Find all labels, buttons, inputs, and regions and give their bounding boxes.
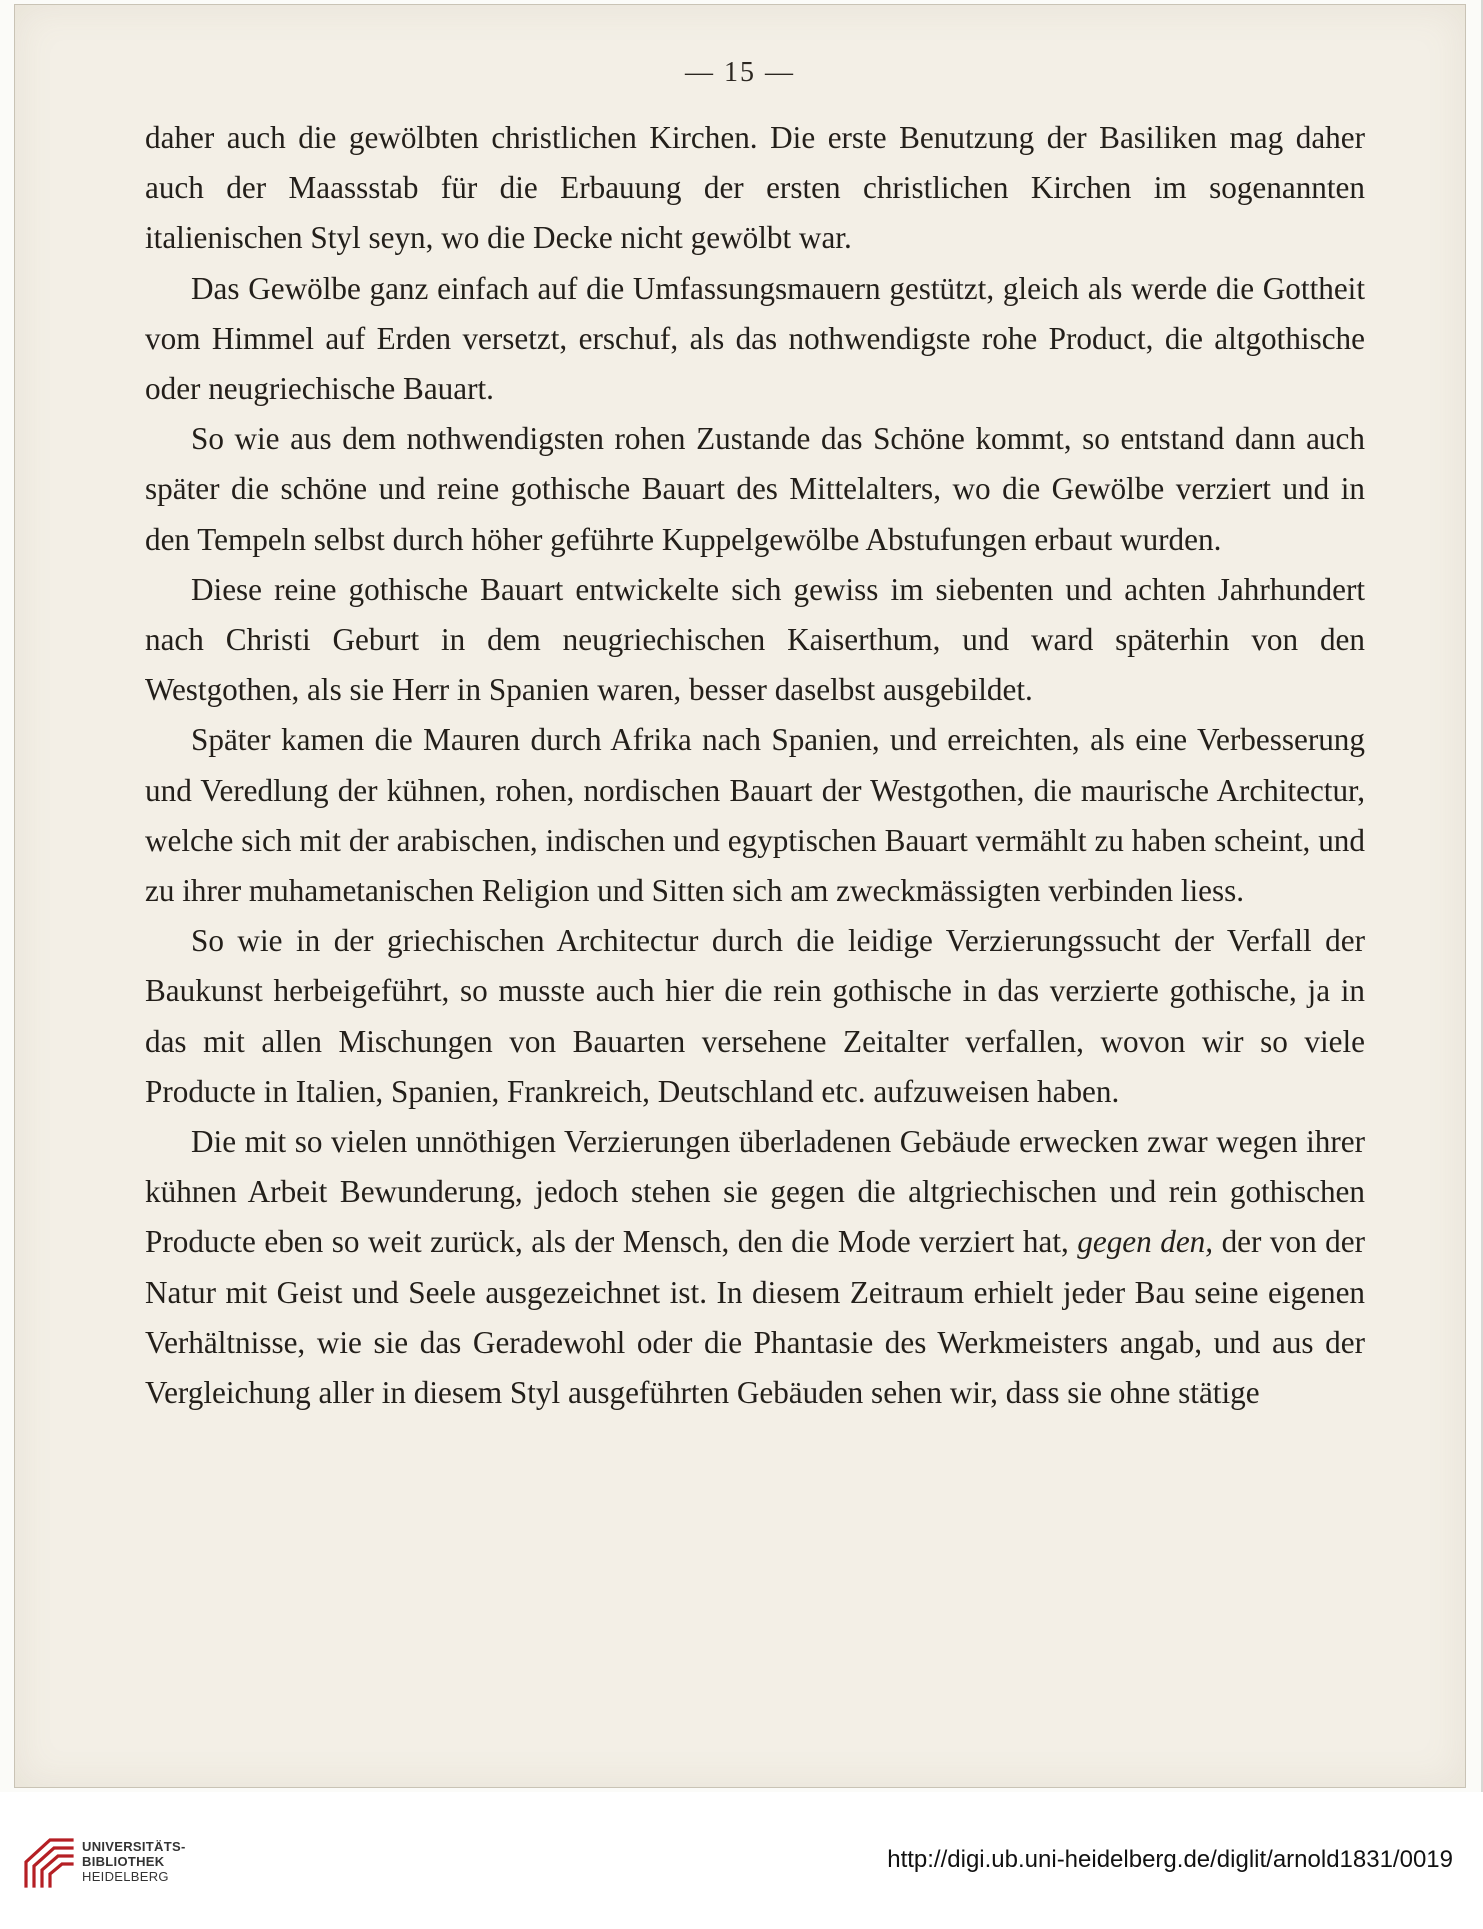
library-logo-icon (22, 1836, 76, 1890)
library-logo-text (82, 1839, 186, 1884)
paragraph-text: der von der Natur mit Geist und Seele ausgezeichnet ist. In diesem Zeitraum erhielt jeder Bau seine eigenen Verhältnisse, wie sie das Geradewohl oder die Phantasie des Werkmeisters angab, und aus der Vergleichung aller in diesem Styl ausgeführten Gebäuden sehen wir, dass sie ohne stätige (145, 1224, 1365, 1411)
paragraph: Diese reine gothische Bauart entwickelte sich gewiss im siebenten und achten Jahrhundert nach Christi Geburt in dem neugriechischen Kaiserthum, und ward späterhin von den Westgothen, als sie Herr in Spanien waren, besser daselbst ausgebildet. (145, 571, 1365, 708)
paragraph: So wie aus dem nothwendigsten rohen Zustande das Schöne kommt, so entstand dann auch später die schöne und reine gothische Bauart des Mittelalters, wo die Gewölbe verziert und in den Tempeln selbst durch höher geführte Kuppelgewölbe Abstufungen erbaut wurden. (145, 421, 1365, 557)
logo-line: UNIVERSITÄTS- (82, 1839, 186, 1854)
page-number: — 15 — (685, 57, 795, 88)
body-text (145, 113, 1365, 1418)
logo-line: BIBLIOTHEK (82, 1854, 165, 1869)
paragraph-text: Die mit so vielen unnöthigen Verzierungen überladenen Gebäude erwecken zwar wegen ihrer kühnen Arbeit Bewunderung, jedoch stehen sie gegen die altgriechischen und rein gothischen Producte eben so weit zurück, als der Mensch, den die Mode verziert hat, (145, 1124, 1365, 1260)
permalink-link[interactable]: http://digi.ub.uni-heidelberg.de/diglit/arnold1831/0019 (887, 1846, 1453, 1873)
emphasized-text: gegen den, (1077, 1224, 1214, 1260)
book-page (14, 4, 1466, 1788)
paragraph: Später kamen die Mauren durch Afrika nach Spanien, und erreichten, als eine Verbesserung und Veredlung der kühnen, rohen, nordischen Bauart der Westgothen, die maurische Architectur, welche sich mit der arabischen, indischen und egyptischen Bauart vermählt zu haben scheint, und zu ihrer muhametanischen Religion und Sitten sich am zweckmässigten verbinden liess. (145, 722, 1365, 909)
logo-line: HEIDELBERG (82, 1869, 169, 1884)
paragraph (145, 1117, 1365, 1418)
library-footer (0, 1792, 1483, 1929)
paragraph-continuation: daher auch die gewölbten christlichen Kirchen. Die erste Benutzung der Basiliken mag daher auch der Maassstab für die Erbauung der ersten christlichen Kirchen im sogenannten italienischen Styl seyn, wo die Decke nicht gewölbt war. (145, 120, 1365, 256)
paragraph: Das Gewölbe ganz einfach auf die Umfassungsmauern gestützt, gleich als werde die Gottheit vom Himmel auf Erden versetzt, erschuf, als das nothwendigste rohe Product, die altgothische oder neugriechische Bauart. (145, 270, 1365, 407)
paragraph: So wie in der griechischen Architectur durch die leidige Verzierungssucht der Verfall der Baukunst herbeigeführt, so musste auch hier die rein gothische in das verzierte gothische, ja in das mit allen Mischungen von Bauarten versehene Zeitalter verfallen, wovon wir so viele Producte in Italien, Spanien, Frankreich, Deutschland etc. aufzuweisen haben. (145, 923, 1365, 1109)
